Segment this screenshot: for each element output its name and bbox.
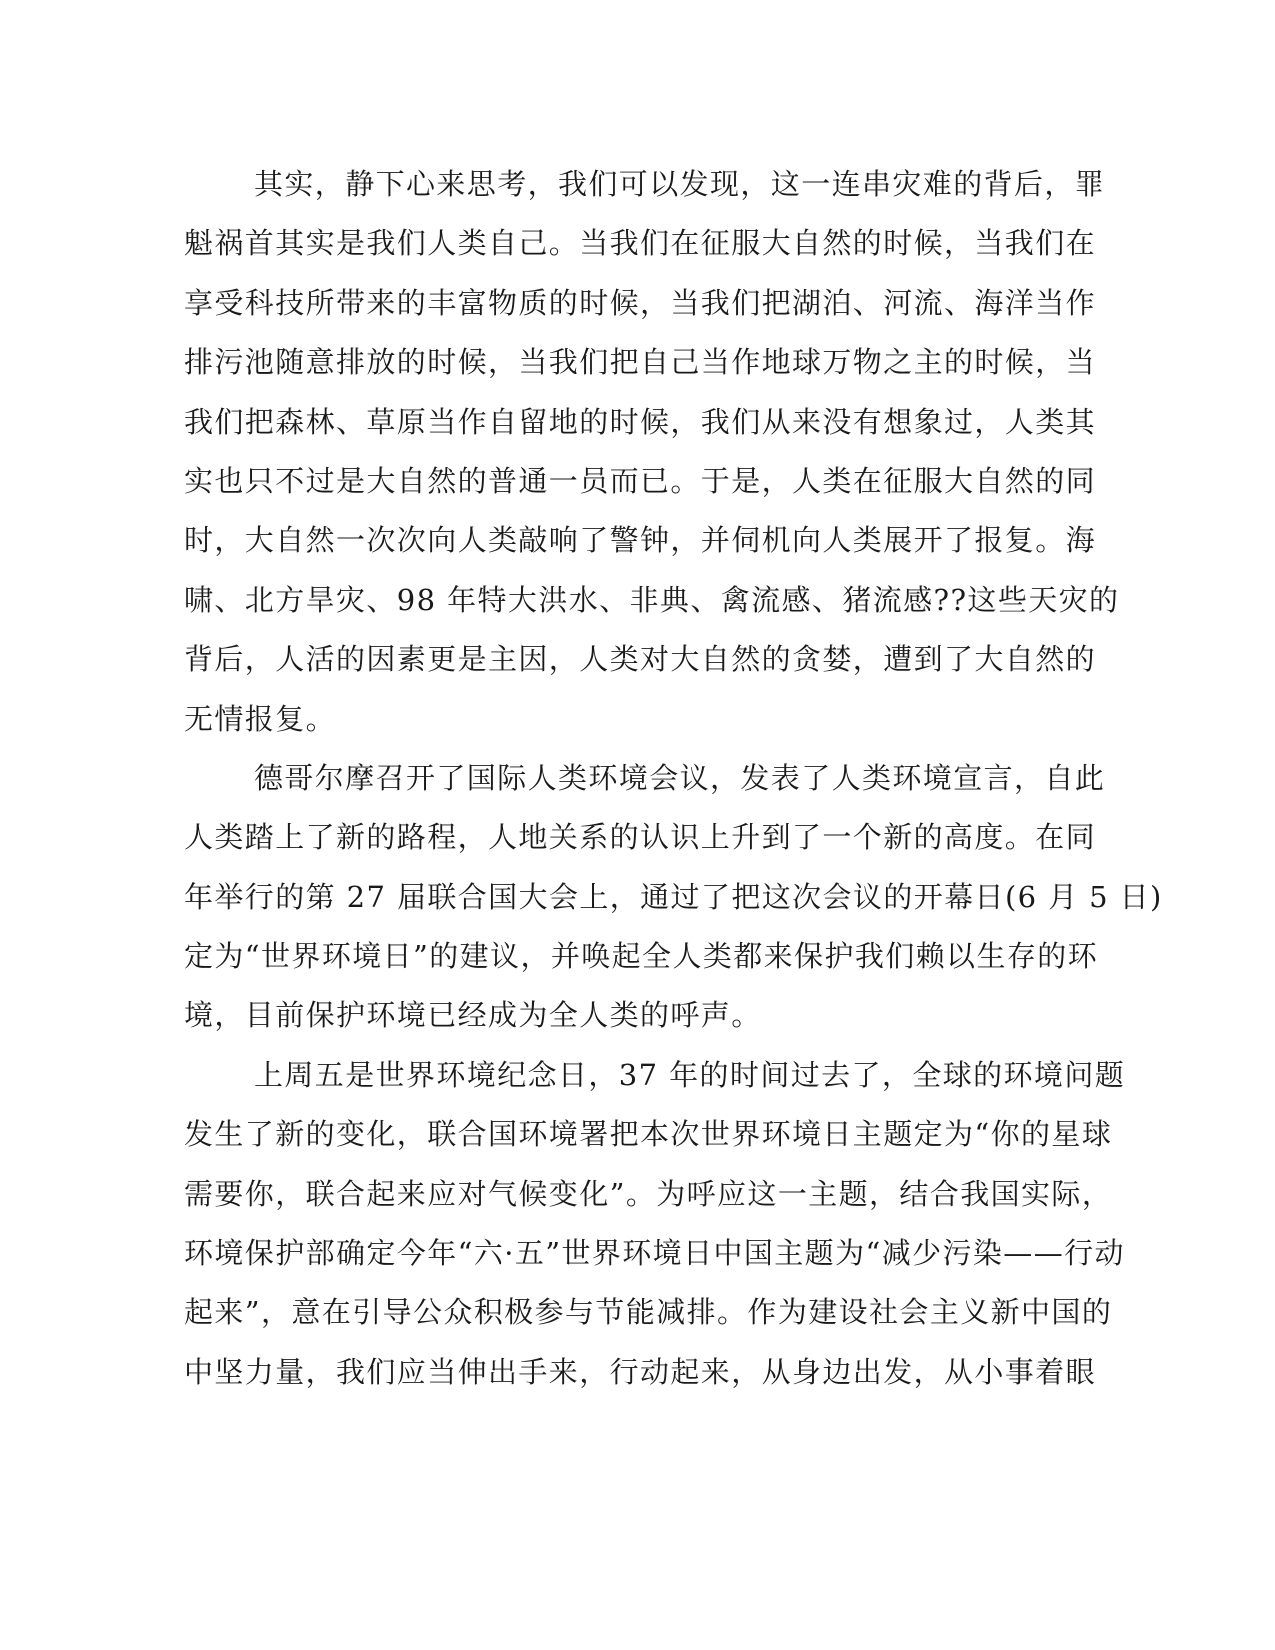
- text-line: 需要你，联合起来应对气候变化”。为呼应这一主题，结合我国实际，: [184, 1176, 1113, 1211]
- text-line: 起来”，意在引导公众积极参与节能减排。作为建设社会主义新中国的: [184, 1295, 1113, 1330]
- text-line: 啸、北方旱灾、98 年特大洪水、非典、禽流感、猪流感??这些天灾的: [184, 582, 1120, 617]
- text-line: 环境保护部确定今年“六·五”世界环境日中国主题为“减少污染——行动: [184, 1236, 1125, 1271]
- text-line: 定为“世界环境日”的建议，并唤起全人类都来保护我们赖以生存的环: [184, 939, 1099, 974]
- text-line: 排污池随意排放的时候，当我们把自己当作地球万物之主的时候，当: [184, 345, 1097, 380]
- text-line: 实也只不过是大自然的普通一员而已。于是，人类在征服大自然的同: [184, 463, 1097, 498]
- text-line: 年举行的第 27 届联合国大会上，通过了把这次会议的开幕日(6 月 5 日): [184, 879, 1163, 914]
- paragraph-3: [184, 1046, 1126, 1402]
- text-line: 上周五是世界环境纪念日，37 年的时间过去了，全球的环境问题: [254, 1057, 1126, 1092]
- text-line: 享受科技所带来的丰富物质的时候，当我们把湖泊、河流、海洋当作: [184, 285, 1097, 320]
- text-line: 其实，静下心来思考，我们可以发现，这一连串灾难的背后，罪: [254, 167, 1106, 201]
- text-line: 无情报复。: [184, 701, 337, 736]
- text-line: 魁祸首其实是我们人类自己。当我们在征服大自然的时候，当我们在: [184, 226, 1097, 261]
- text-line: 发生了新的变化，联合国环境署把本次世界环境日主题定为“你的星球: [184, 1117, 1113, 1152]
- text-line: 时，大自然一次次向人类敲响了警钟，并伺机向人类展开了报复。海: [184, 523, 1097, 558]
- text-line: 人类踏上了新的路程，人地关系的认识上升到了一个新的高度。在同: [184, 820, 1097, 855]
- text-line: 德哥尔摩召开了国际人类环境会议，发表了人类环境宣言，自此: [254, 760, 1106, 795]
- text-line: 背后，人活的因素更是主因，人类对大自然的贪婪，遭到了大自然的: [184, 642, 1097, 677]
- paragraph-2: [184, 749, 1163, 1046]
- text-line: 中坚力量，我们应当伸出手来，行动起来，从身边出发，从小事着眼: [184, 1354, 1097, 1389]
- document-body: [184, 155, 1163, 1402]
- paragraph-1: [184, 155, 1120, 749]
- text-line: 境，目前保护环境已经成为全人类的呼声。: [184, 998, 762, 1033]
- text-line: 我们把森林、草原当作自留地的时候，我们从来没有想象过，人类其: [184, 404, 1097, 439]
